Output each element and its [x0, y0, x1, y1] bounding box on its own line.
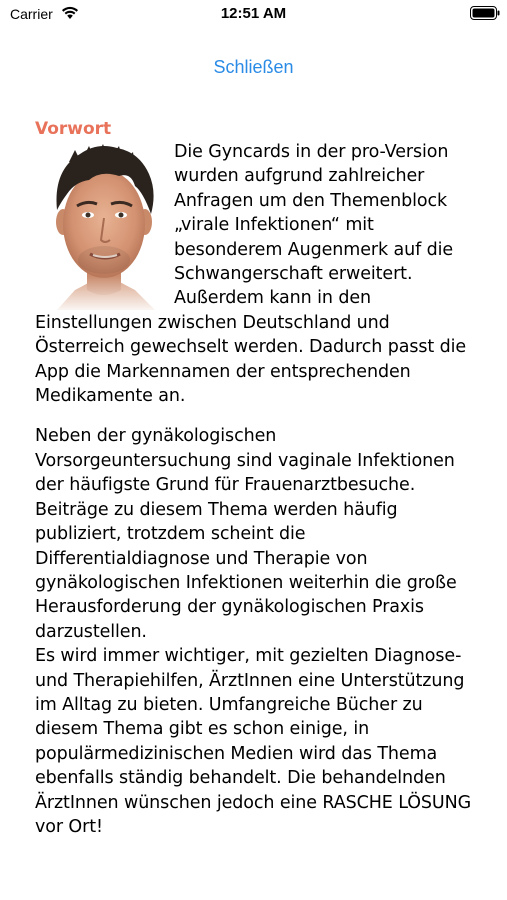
section-title: Vorwort	[35, 119, 112, 139]
battery-icon	[470, 6, 500, 20]
status-time: 12:51 AM	[220, 5, 287, 22]
close-button[interactable]	[0, 55, 507, 80]
paragraph-spacer	[35, 408, 475, 424]
paragraph-body-1: Neben der gynäkologischen Vorsorgeuntersuchung sind vaginale Infektionen der häufigste Grund für Frauenarztbesuche. Beiträge zu diesem Thema werden häufig publiziert, trotzdem scheint die Differentialdiagnose und Therapie von gynäkologischen Infektionen weiterhin die große Herausforderung der gynäkologischen Praxis darzustellen.	[35, 426, 457, 642]
paragraph-body-2: Es wird immer wichtiger, mit gezielten Diagnose- und Therapiehilfen, ÄrztInnen eine Unterstützung im Alltag zu bieten. Umfangreiche Bücher zu diesem Thema gibt es schon einige, in populärmedizinischen Medien wird das Thema ebenfalls ständig behandelt. Die behandelnden ÄrztInnen wünschen jedoch eine RASCHE LÖSUNG vor Ort!	[35, 646, 472, 837]
status-bar	[0, 0, 507, 30]
foreword-content	[35, 118, 475, 839]
carrier-label: Carrier	[10, 6, 53, 22]
author-portrait	[35, 140, 171, 310]
paragraph-intro: Die Gyncards in der pro-Version wurden aufgrund zahlreicher Anfragen um den Themenblock „virale Infektionen“ mit besonderem Augenmerk auf die Schwangerschaft erweitert. Außerdem kann in den Einstellungen zwischen Deutschland und Österreich gewechselt werden. Dadurch passt die App die Markennamen der entsprechenden Medikamente an.	[35, 142, 467, 407]
close-button-label: Schließen	[213, 57, 294, 77]
